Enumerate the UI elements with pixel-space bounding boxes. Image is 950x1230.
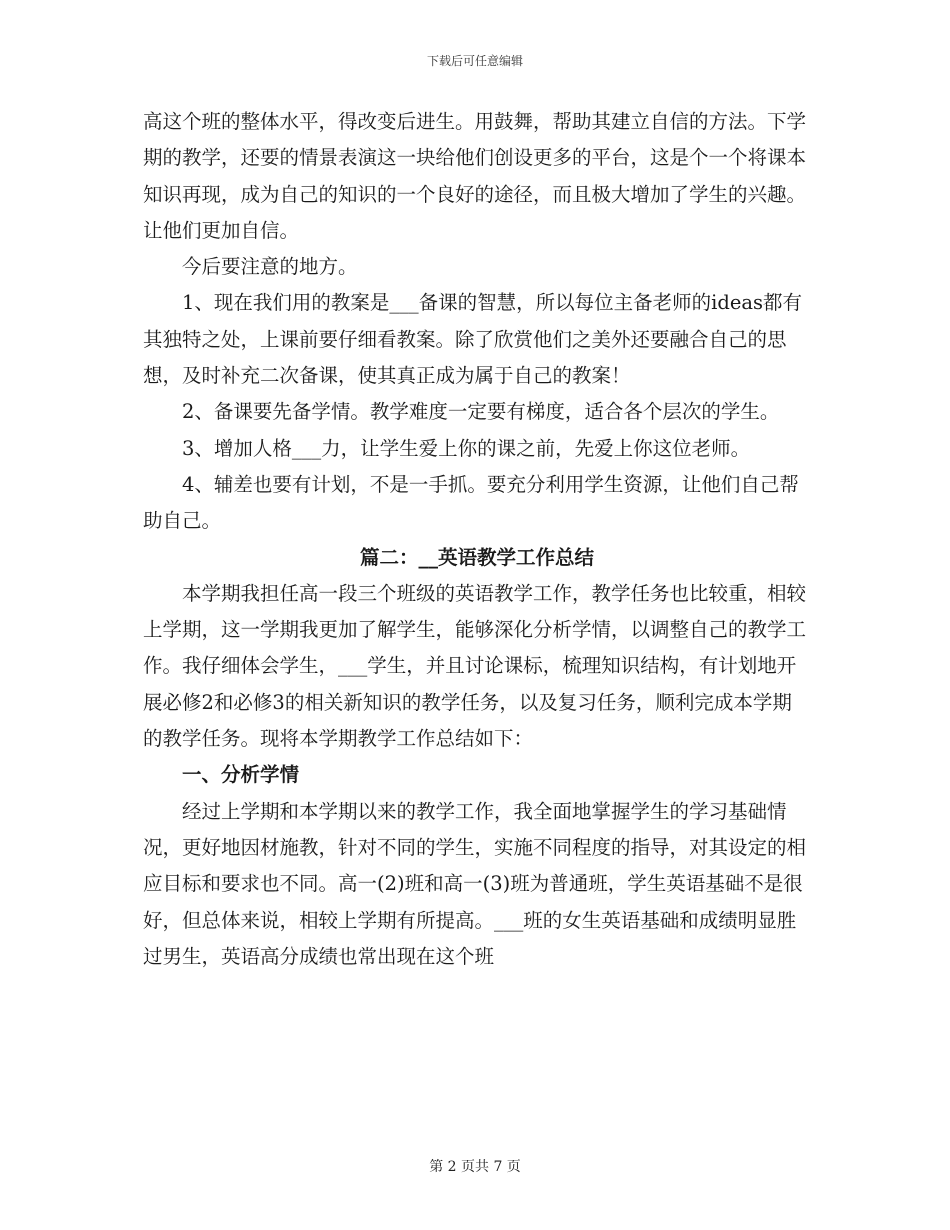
- paragraph: 经过上学期和本学期以来的教学工作，我全面地掌握学生的学习基础情况，更好地因材施教，针对不同的学生，实施不同程度的指导，对其设定的相应目标和要求也不同。高一(2)班和高一(3)班为普通班，学生英语基础不是很好，但总体来说，相较上学期有所提高。___班的女生英语基础和成绩明显胜过男生，英语高分成绩也常出现在这个班: [143, 799, 807, 968]
- paragraph: 本学期我担任高一段三个班级的英语教学工作，教学任务也比较重，相较上学期，这一学期我更加了解学生，能够深化分析学情，以调整自己的教学工作。我仔细体会学生，___学生，并且讨论课标，梳理知识结构，有计划地开展必修2和必修3的相关新知识的教学任务，以及复习任务，顺利完成本学期的教学任务。现将本学期教学工作总结如下：: [143, 581, 807, 751]
- list-item: 1、现在我们用的教案是___备课的智慧，所以每位主备老师的ideas都有其独特之处，上课前要仔细看教案。除了欣赏他们之美外还要融合自己的思想，及时补充二次备课，使其真正成为属于自己的教案！: [143, 291, 803, 388]
- list-item: 3、增加人格___力，让学生爱上你的课之前，先爱上你这位老师。: [182, 436, 751, 460]
- subsection-title: 一、分析学情: [182, 763, 300, 787]
- document-body: [143, 104, 811, 975]
- page-header: 下载后可任意编辑: [426, 54, 523, 68]
- list-item: 4、辅差也要有计划，不是一手抓。要充分利用学生资源，让他们自己帮助自己。: [143, 472, 799, 533]
- list-item: 2、备课要先备学情。教学难度一定要有梯度，适合各个层次的学生。: [182, 400, 780, 424]
- section-title: 篇二：__英语教学工作总结: [359, 545, 594, 569]
- page-footer: 第 2 页共 7 页: [429, 1159, 521, 1175]
- paragraph: 今后要注意的地方。: [182, 255, 358, 279]
- paragraph: 高这个班的整体水平，得改变后进生。用鼓舞，帮助其建立自信的方法。下学期的教学，还要的情景表演这一块给他们创设更多的平台，这是个一个将课本知识再现，成为自己的知识的一个良好的途径，而且极大增加了学生的兴趣。让他们更加自信。: [143, 110, 807, 242]
